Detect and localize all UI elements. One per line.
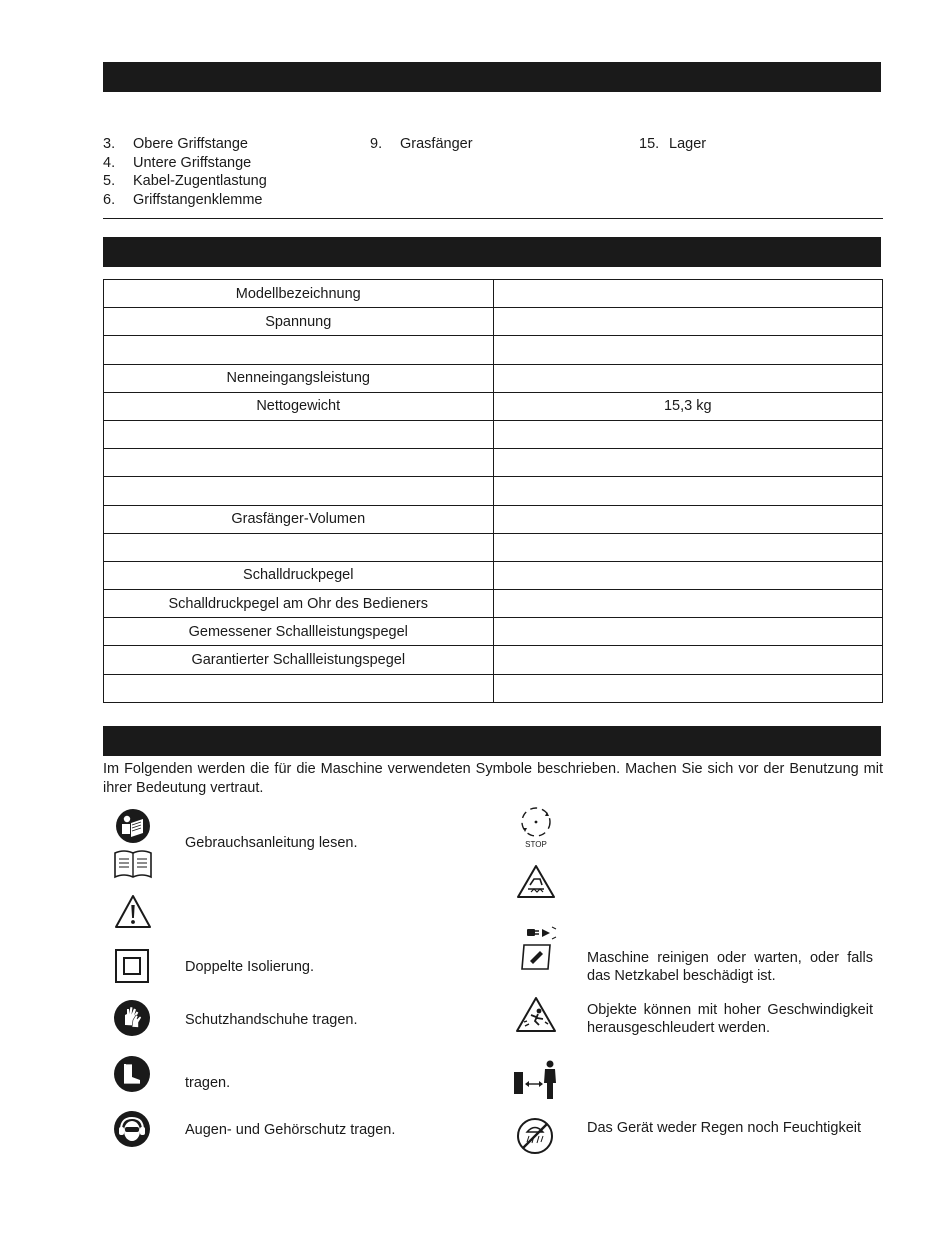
spec-label	[104, 420, 494, 448]
stop-rotation-icon	[516, 806, 556, 850]
spec-value	[493, 646, 883, 674]
divider	[103, 218, 883, 219]
eye-ear-text: Augen- und Gehörschutz tragen.	[185, 1122, 396, 1138]
table-row	[104, 392, 883, 420]
thrown-objects-icon	[515, 996, 557, 1034]
spec-value	[493, 420, 883, 448]
stop-label: STOP	[525, 840, 547, 849]
spec-value	[493, 308, 883, 336]
spec-label: Gemessener Schallleistungspegel	[104, 618, 494, 646]
table-row	[104, 336, 883, 364]
spec-value	[493, 364, 883, 392]
spec-label: Grasfänger-Volumen	[104, 505, 494, 533]
spec-label	[104, 674, 494, 702]
parts-item: 3. Obere Griffstange	[103, 136, 248, 152]
parts-item: 6. Griffstangenklemme	[103, 191, 263, 208]
table-row	[104, 646, 883, 674]
table-row	[104, 364, 883, 392]
table-row	[104, 420, 883, 448]
gloves-text: Schutzhandschuhe tragen.	[185, 1012, 358, 1028]
section-header-bar-specs	[103, 237, 881, 267]
spec-label	[104, 336, 494, 364]
thrown-objects-text: Objekte können mit hoher Geschwindigkeit herausgeschleudert werden.	[587, 1002, 873, 1036]
no-rain-icon	[516, 1116, 554, 1156]
boots-text: tragen.	[185, 1075, 231, 1091]
spec-label: Schalldruckpegel	[104, 561, 494, 589]
gloves-icon	[113, 999, 151, 1037]
spec-label: Nettogewicht	[104, 392, 494, 420]
spec-value	[493, 533, 883, 561]
spec-label	[104, 449, 494, 477]
section-header-bar-parts	[103, 62, 881, 92]
parts-item: 5. Kabel-Zugentlastung	[103, 173, 267, 189]
double-insulation-icon	[114, 948, 150, 984]
unplug-manual-icon	[518, 925, 558, 971]
spec-value: 15,3 kg	[493, 392, 883, 420]
parts-list	[103, 135, 881, 215]
parts-item: 15. Lager	[639, 136, 707, 152]
table-row	[104, 618, 883, 646]
rain-text: Das Gerät weder Regen noch Feuchtigkeit	[587, 1120, 862, 1136]
section-header-bar-symbols	[103, 726, 881, 756]
spec-label	[104, 533, 494, 561]
safety-boots-icon	[113, 1055, 151, 1093]
warning-icon	[114, 894, 152, 930]
spec-label: Modellbezeichnung	[104, 280, 494, 308]
table-row	[104, 308, 883, 336]
spec-value	[493, 477, 883, 505]
blade-warning-icon	[516, 864, 556, 900]
spec-value	[493, 280, 883, 308]
unplug-text: Maschine reinigen oder warten, oder falls das Netzkabel beschädigt ist.	[587, 950, 873, 984]
spec-value	[493, 618, 883, 646]
spec-value	[493, 505, 883, 533]
spec-value	[493, 561, 883, 589]
symbols-intro: Im Folgenden werden die für die Maschine verwendeten Symbole beschrieben. Machen Sie sich vor der Benutzung mit ihrer Bedeutung vertraut.	[103, 761, 883, 796]
spec-label	[104, 477, 494, 505]
spec-label: Schalldruckpegel am Ohr des Bedieners	[104, 590, 494, 618]
table-row	[104, 674, 883, 702]
table-row	[104, 449, 883, 477]
table-row	[104, 280, 883, 308]
spec-value	[493, 449, 883, 477]
spec-label: Garantierter Schallleistungspegel	[104, 646, 494, 674]
spec-value	[493, 590, 883, 618]
spec-value	[493, 336, 883, 364]
spec-label: Nenneingangsleistung	[104, 364, 494, 392]
double-insulation-text: Doppelte Isolierung.	[185, 959, 314, 975]
table-row	[104, 561, 883, 589]
read-manual-icon	[113, 809, 153, 881]
table-row	[104, 590, 883, 618]
table-row	[104, 505, 883, 533]
table-row	[104, 533, 883, 561]
table-row	[104, 477, 883, 505]
parts-item: 4. Untere Griffstange	[103, 154, 252, 171]
read-manual-text: Gebrauchsanleitung lesen.	[185, 835, 358, 851]
keep-distance-icon	[512, 1058, 560, 1102]
spec-value	[493, 674, 883, 702]
spec-label: Spannung	[104, 308, 494, 336]
eye-ear-protection-icon	[113, 1110, 151, 1148]
specifications-table	[103, 279, 883, 703]
parts-item: 9. Grasfänger	[370, 136, 473, 152]
